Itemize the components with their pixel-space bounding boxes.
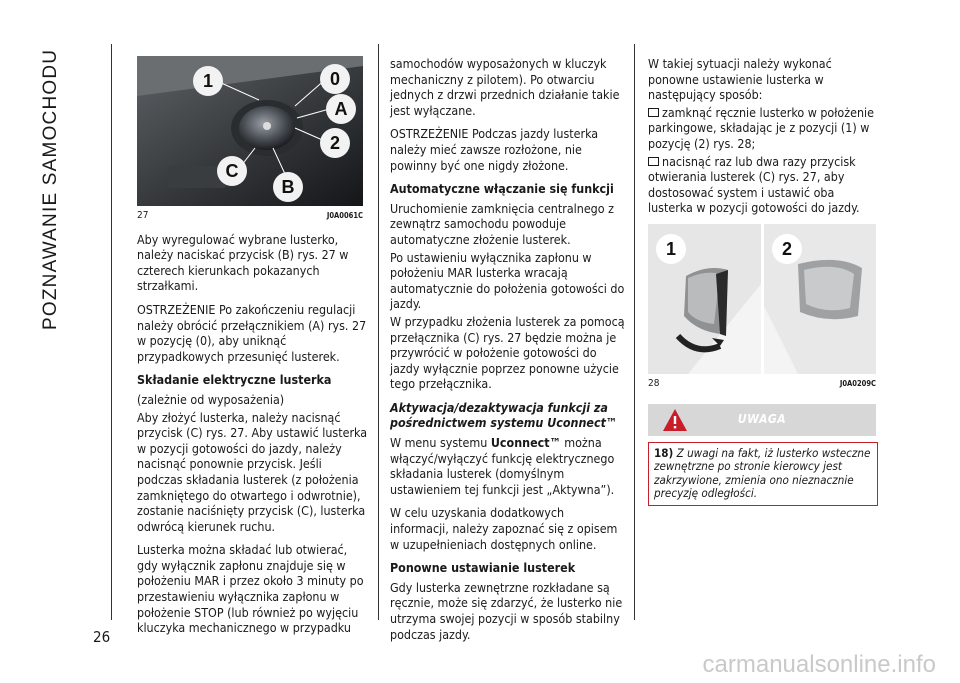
column-2	[390, 56, 626, 650]
column-divider	[378, 44, 379, 620]
paragraph: samochodów wyposażonych w kluczyk mechaniczny z pilotem). Po otwarciu jednych z drzwi przednich działanie takie jest wyłączane.	[390, 56, 620, 118]
uconnect-label: Uconnect™	[490, 435, 561, 451]
paragraph: Uruchomienie zamknięcia centralnego z zewnątrz samochodu powoduje automatyczne złożenie lusterek.	[390, 200, 614, 247]
paragraph: W menu systemu Uconnect™ można włączyć/wyłączyć funkcję elektrycznego składania lusterek (domyślnym ustawieniem tej funkcji jest „Aktywna”).	[390, 435, 615, 497]
paragraph: Gdy lusterka zewnętrzne rozkładane są ręcznie, może się zdarzyć, że lusterko nie utrzyma swojej pozycji w sposób stabilny podczas jazdy.	[390, 579, 623, 642]
figure-number: 27	[137, 210, 149, 221]
warning-title: UWAGA	[737, 411, 787, 426]
section-heading: Ponowne ustawianie lusterek	[390, 560, 576, 576]
column-divider	[634, 44, 635, 620]
callout-0: 0	[320, 64, 350, 94]
warning-paragraph: OSTRZEŻENIE Po zakończeniu regulacji należy obrócić przełącznikiem (A) rys. 27 w pozycję (0), aby uniknąć przypadkowych przesunięć lusterek.	[137, 301, 367, 364]
warning-number: 18)	[654, 445, 674, 460]
bullet-icon	[648, 157, 659, 166]
figure-code: J0A0061C	[326, 211, 363, 220]
figure-28-image	[648, 224, 876, 374]
callout-1: 1	[193, 66, 223, 96]
watermark: carmanualsonline.info	[702, 651, 936, 678]
warning-box	[648, 442, 878, 506]
figure-27-image	[137, 56, 363, 206]
section-title: POZNAWANIE SAMOCHODU	[40, 48, 61, 330]
bullet-item: nacisnąć raz lub dwa razy przycisk otwierania lusterek (C) rys. 27, aby dostosować system i ustawić oba lusterka w pozycji gotowości do jazdy.	[648, 153, 860, 216]
section-heading: Aktywacja/dezaktywacja funkcji za pośrednictwem systemu Uconnect™	[390, 399, 618, 431]
figure-27-caption	[137, 208, 363, 224]
column-1	[137, 56, 369, 644]
callout-1: 1	[656, 234, 686, 264]
side-divider	[111, 44, 112, 620]
bullet-icon	[648, 108, 659, 117]
page-number: 26	[93, 628, 111, 646]
column-3	[648, 56, 880, 506]
warning-text: Z uwagi na fakt, iż lusterko wsteczne zewnętrzne po stronie kierowcy jest zakrzywione, zmienia ono nieznacznie precyzję odległości.	[654, 445, 871, 501]
section-heading: Składanie elektryczne lusterka	[137, 372, 332, 388]
warning-paragraph: OSTRZEŻENIE Podczas jazdy lusterka należy mieć zawsze rozłożone, nie powinny być one nigdy złożone.	[390, 126, 599, 173]
callout-a: A	[326, 94, 356, 124]
paragraph: Lusterka można składać lub otwierać, gdy wyłącznik zapłonu znajduje się w położeniu MAR i przez około 3 minuty po przestawieniu wyłącznika zapłonu w położenie STOP (lub również po wyjęciu kluczyka mechanicznego w przypadku	[137, 542, 364, 636]
warning-header	[648, 404, 876, 436]
paragraph: W celu uzyskania dodatkowych informacji, należy zapoznać się z opisem w uzupełnieniach dostępnych online.	[390, 505, 618, 552]
paragraph: Aby złożyć lusterka, należy nacisnąć przycisk (C) rys. 27. Aby ustawić lusterka w pozycji gotowości do jazdy, należy nacisnąć ponownie przycisk. Jeśli podczas składania lusterek (z położenia zamkniętego do otwartego i odwrotnie), zostanie naciśnięty przycisk (C), lusterka odwrócą kierunek ruchu.	[137, 409, 368, 534]
figure-code: J0A0209C	[839, 378, 876, 388]
warning-triangle-icon	[662, 408, 688, 432]
section-heading: Automatyczne włączanie się funkcji	[390, 181, 614, 197]
paragraph: W takiej sytuacji należy wykonać ponowne ustawienie lusterka w następujący sposób:	[648, 56, 832, 103]
paragraph: Po ustawieniu wyłącznika zapłonu w położeniu MAR lusterka wracają automatycznie do położenia gotowości do jazdy.	[390, 249, 625, 312]
figure-28-caption	[648, 376, 876, 392]
paragraph: W przypadku złożenia lusterek za pomocą przełącznika (C) rys. 27 będzie można je przywrócić w położenie gotowości do jazdy wyłącznie poprzez ponowne użycie tego przełącznika.	[390, 313, 625, 392]
callout-2: 2	[320, 128, 350, 158]
bullet-item: zamknąć ręcznie lusterko w położenie parkingowe, składając je z pozycji (1) w pozycję (2) rys. 28;	[648, 104, 874, 151]
figure-number: 28	[648, 377, 660, 389]
callout-b: B	[273, 172, 303, 202]
callout-2: 2	[772, 234, 802, 264]
paragraph: Aby wyregulować wybrane lusterko, należy naciskać przycisk (B) rys. 27 w czterech kierunkach pokazanych strzałkami.	[137, 231, 349, 294]
callout-c: C	[217, 156, 247, 186]
paragraph: (zależnie od wyposażenia)	[137, 391, 285, 407]
